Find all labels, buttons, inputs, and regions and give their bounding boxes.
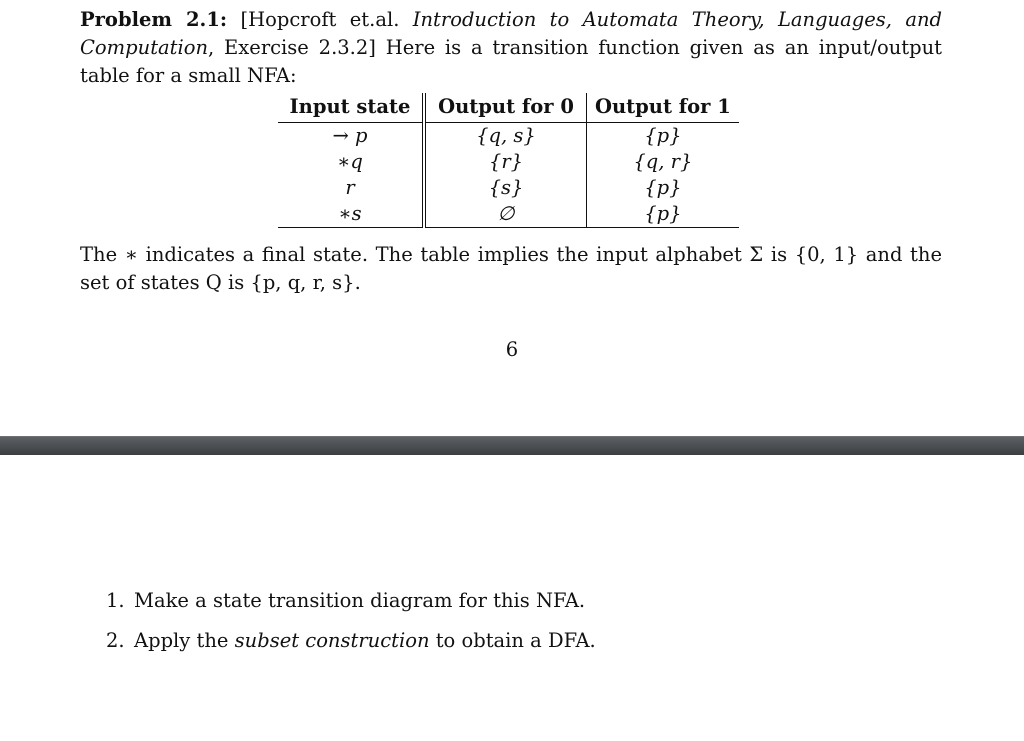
cell-input: → p <box>278 123 424 150</box>
table-row <box>278 123 739 150</box>
cell-input: ∗q <box>278 149 424 175</box>
table-row <box>278 201 739 228</box>
transition-table <box>278 93 739 228</box>
reference-open: [Hopcroft et.al. <box>240 8 413 31</box>
book-title: Introduction to Automata Theory, Languages, and Computation <box>80 8 943 59</box>
task-emphasis: subset construction <box>234 629 430 652</box>
page-separator <box>0 436 1024 455</box>
cell-output-0: {r} <box>424 149 587 175</box>
table-row <box>278 175 739 201</box>
cell-output-0: {q, s} <box>424 123 587 150</box>
cell-input: r <box>278 175 424 201</box>
reference-close: , Exercise 2.3.2] <box>208 36 376 59</box>
page-number: 6 <box>505 338 519 361</box>
task-text-end: to obtain a DFA. <box>429 629 596 652</box>
header-output-0: Output for 0 <box>424 93 587 123</box>
cell-output-0: {s} <box>424 175 587 201</box>
cell-output-1: {q, r} <box>633 150 693 173</box>
cell-output-1: {p} <box>587 201 739 228</box>
list-item <box>106 587 596 615</box>
list-item <box>106 627 596 655</box>
table-row <box>278 149 739 175</box>
task-text: Apply the <box>134 629 235 652</box>
task-number: 1. <box>106 589 125 612</box>
cell-input: ∗s <box>278 201 424 228</box>
cell-output-1: {p} <box>644 124 682 147</box>
task-list <box>106 587 596 667</box>
cell-output-1: {p} <box>644 176 682 199</box>
task-text: Make a state transition diagram for this NFA. <box>134 589 586 612</box>
problem-label: Problem 2.1: <box>80 8 228 31</box>
header-input-state: Input state <box>278 93 424 123</box>
task-number: 2. <box>106 629 125 652</box>
problem-intro: Here is a transition function given as an input/output table for a small NFA: <box>80 36 942 87</box>
problem-statement <box>80 6 942 90</box>
cell-output-0: ∅ <box>424 201 587 228</box>
table-header-row <box>278 93 739 123</box>
header-output-1: Output for 1 <box>587 93 739 123</box>
final-state-note: The ∗ indicates a final state. The table implies the input alphabet Σ is {0, 1} and the set of states Q is {p, q, r, s}. <box>80 243 942 294</box>
